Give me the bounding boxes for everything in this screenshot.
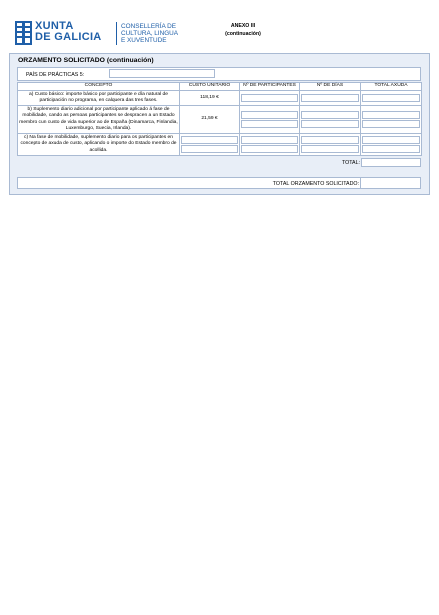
participants-input[interactable] (240, 106, 300, 134)
grand-total-input[interactable] (360, 178, 420, 188)
table-row (18, 134, 422, 156)
table-row (18, 91, 422, 106)
logo-separator (116, 22, 117, 45)
annex-subtitle: (continuación) (225, 31, 261, 37)
unit-cost-cell: 21,59 € (180, 106, 240, 134)
xunta-logo (15, 20, 179, 47)
unit-cost-input[interactable] (180, 134, 240, 156)
header-unit-cost: CUSTO UNITARIO (180, 83, 240, 91)
table-header-row (18, 83, 422, 91)
section-title: ORZAMENTO SOLICITADO (continuación) (18, 57, 154, 64)
annex-title: ANEXO III (230, 23, 256, 29)
header-days: Nº DE DÍAS (300, 83, 361, 91)
logo-line-2: DE GALICIA (35, 31, 102, 43)
table-row (18, 106, 422, 134)
concept-cell: a) Custo básico: importe básico por participante e día natural de participación no programa, en calquera das tres fases. (18, 91, 180, 106)
department-name (121, 23, 178, 44)
unit-cost-cell: 118,19 € (180, 91, 240, 106)
xunta-emblem-icon (15, 21, 32, 45)
participants-input[interactable] (240, 91, 300, 106)
total-aid-input[interactable] (361, 134, 422, 156)
concept-cell: c) Na fase de mobilidade, suplemento diario para os participantes en concepto de axuda de custo, aplicando o importe do Estado membro de acollida. (18, 134, 180, 156)
logo-line-1: XUNTA (35, 20, 74, 32)
dept-line-3: E XUVENTUDE (121, 37, 167, 44)
total-label: TOTAL: (341, 160, 360, 166)
days-input[interactable] (300, 106, 361, 134)
total-aid-input[interactable] (361, 91, 422, 106)
days-input[interactable] (300, 134, 361, 156)
country-input[interactable] (109, 69, 215, 78)
grand-total-label: TOTAL ORZAMENTO SOLICITADO: (272, 181, 359, 187)
header-total-aid: TOTAL AXUDA (361, 83, 422, 91)
total-row (17, 157, 421, 169)
logo-text (35, 21, 102, 43)
annex-heading (200, 22, 286, 38)
concept-cell: b) Suplemento diario adicional por participante aplicado á fase de mobilidade, cando as persoas participantes se despracen a un Estado membro cun custo de vida superior ao de España (Dinamarca, Finlandia, Luxemburgo, Suecia, Irlanda). (18, 106, 180, 134)
dept-line-1: CONSELLERÍA DE (121, 23, 177, 30)
days-input[interactable] (300, 91, 361, 106)
total-aid-input[interactable] (361, 106, 422, 134)
total-input[interactable] (361, 158, 421, 167)
participants-input[interactable] (240, 134, 300, 156)
country-label: PAÍS DE PRÁCTICAS 5: (26, 72, 85, 78)
grand-total-row (17, 177, 421, 189)
budget-table (17, 82, 422, 156)
dept-line-2: CULTURA, LINGUA (121, 30, 179, 37)
header-participants: Nº DE PARTICIPANTES (240, 83, 300, 91)
header-concept: CONCEPTO (18, 83, 180, 91)
